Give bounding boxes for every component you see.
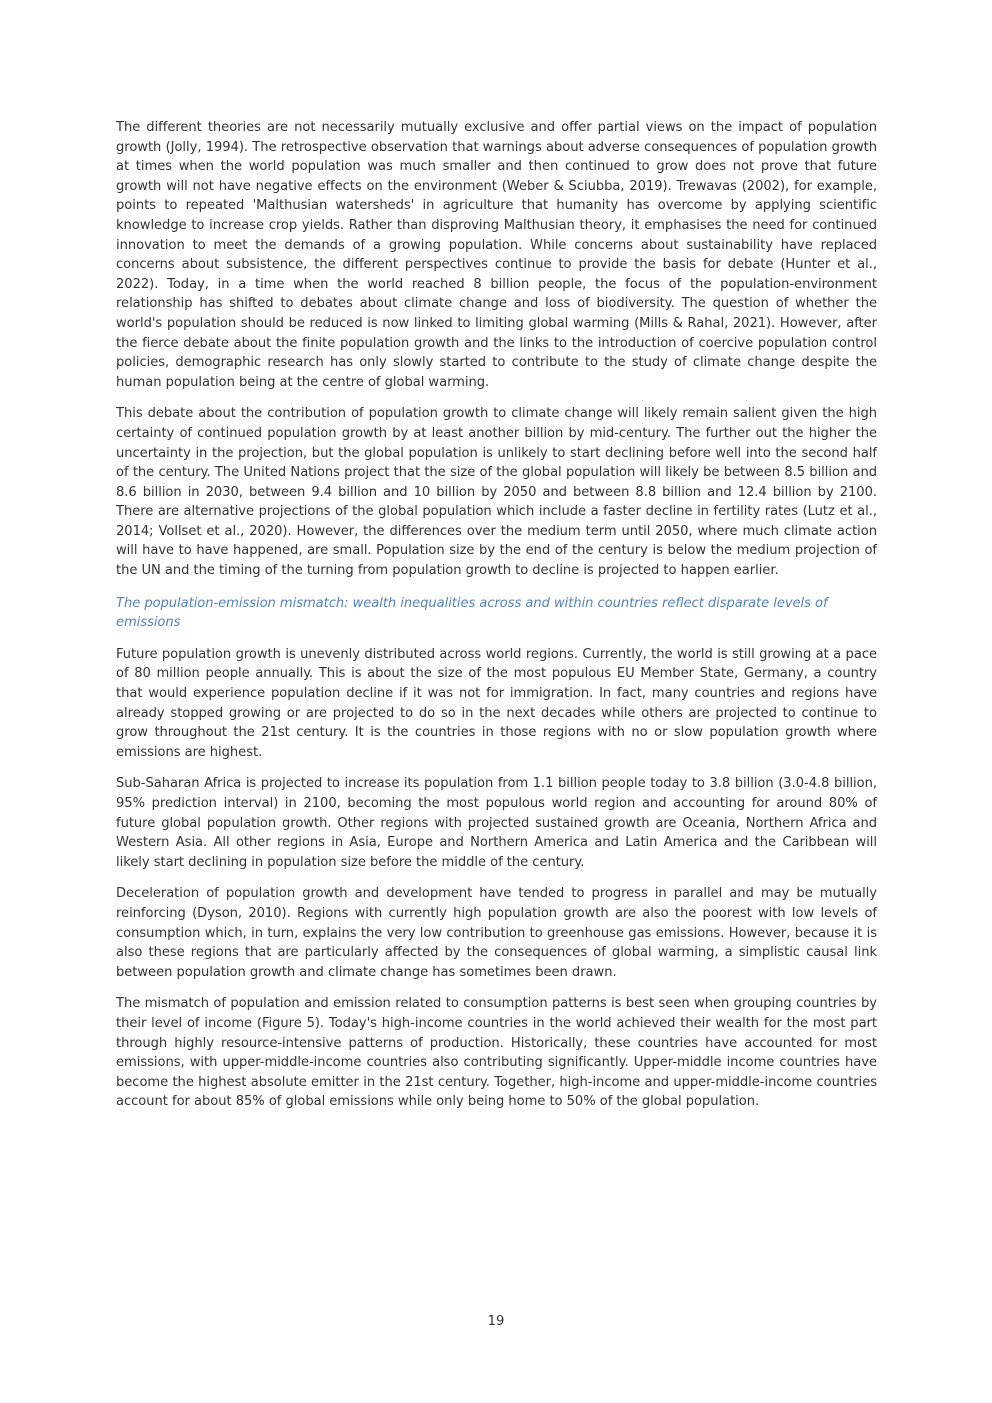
page-text-column	[116, 118, 877, 1112]
page-number: 19	[487, 1314, 505, 1329]
paragraph-sub-saharan-africa: Sub-Saharan Africa is projected to increase its population from 1.1 billion people today to 3.8 billion (3.0-4.8 billion, 95% prediction interval) in 2100, becoming the most populous world region and accounting for around 80% of future global population growth. Other regions with projected sustained growth are Oceania, Northern Africa and Western Asia. All other regions in Asia, Europe and Northern America and Latin America and the Caribbean will likely start declining in population size before the middle of the century.	[116, 776, 877, 870]
paragraph-income-grouping-mismatch: The mismatch of population and emission related to consumption patterns is best seen when grouping countries by their level of income (Figure 5). Today's high-income countries in the world achieved their wealth for the most part through highly resource-intensive patterns of production. Historically, these countries have accounted for most emissions, with upper-middle-income countries also contributing significantly. Upper-middle income countries have become the highest absolute emitter in the 21st century. Together, high-income and upper-middle-income countries account for about 85% of global emissions while only being home to 50% of the global population.	[116, 996, 877, 1110]
paragraph-theories-overview: The different theories are not necessarily mutually exclusive and offer partial views on the impact of population growth (Jolly, 1994). The retrospective observation that warnings about adverse consequences of population growth at times when the world population was much smaller and then continued to grow does not prove that future growth will not have negative effects on the environment (Weber & Sciubba, 2019). Trewavas (2002), for example, points to repeated 'Malthusian watersheds' in agriculture that humanity has overcome by applying scientific knowledge to increase crop yields. Rather than disproving Malthusian theory, it emphasises the need for continued innovation to meet the demands of a growing population. While concerns about sustainability have replaced concerns about subsistence, the different perspectives continue to provide the basis for debate (Hunter et al., 2022). Today, in a time when the world reached 8 billion people, the focus of the population-environment relationship has shifted to debates about climate change and loss of biodiversity. The question of whether the world's population should be reduced is now linked to limiting global warming (Mills & Rahal, 2021). However, after the fierce debate about the finite population growth and the links to the introduction of coercive population control policies, demographic research has only slowly started to contribute to the study of climate change despite the human population being at the centre of global warming.	[116, 120, 877, 390]
paragraph-population-projections: This debate about the contribution of population growth to climate change will likely remain salient given the high certainty of continued population growth by at least another billion by mid-century. The further out the higher the uncertainty in the projection, but the global population is unlikely to start declining before well into the second half of the century. The United Nations project that the size of the global population will likely be between 8.5 billion and 8.6 billion in 2030, between 9.4 billion and 10 billion by 2050 and between 8.8 billion and 12.4 billion by 2100. There are alternative projections of the global population which include a faster decline in fertility rates (Lutz et al., 2014; Vollset et al., 2020). However, the differences over the medium term until 2050, where much climate action will have to have happened, are small. Population size by the end of the century is below the medium projection of the UN and the timing of the turning from population growth to decline is projected to happen earlier.	[116, 406, 877, 579]
paragraph-future-growth-distribution: Future population growth is unevenly distributed across world regions. Currently, the world is still growing at a pace of 80 million people annually. This is about the size of the most populous EU Member State, Germany, a country that would experience population decline if it was not for immigration. In fact, many countries and regions have already stopped growing or are projected to do so in the next decades while others are projected to continue to grow throughout the 21st century. It is the countries in those regions with no or slow population growth where emissions are highest.	[116, 646, 877, 760]
section-heading-population-emission-mismatch: The population-emission mismatch: wealth inequalities across and within countries reflect disparate levels of emissions	[116, 595, 828, 631]
paragraph-deceleration-development: Deceleration of population growth and development have tended to progress in parallel and may be mutually reinforcing (Dyson, 2010). Regions with currently high population growth are also the poorest with low levels of consumption which, in turn, explains the very low contribution to greenhouse gas emissions. However, because it is also these regions that are particularly affected by the consequences of global warming, a simplistic causal link between population growth and climate change has sometimes been drawn.	[116, 886, 877, 980]
